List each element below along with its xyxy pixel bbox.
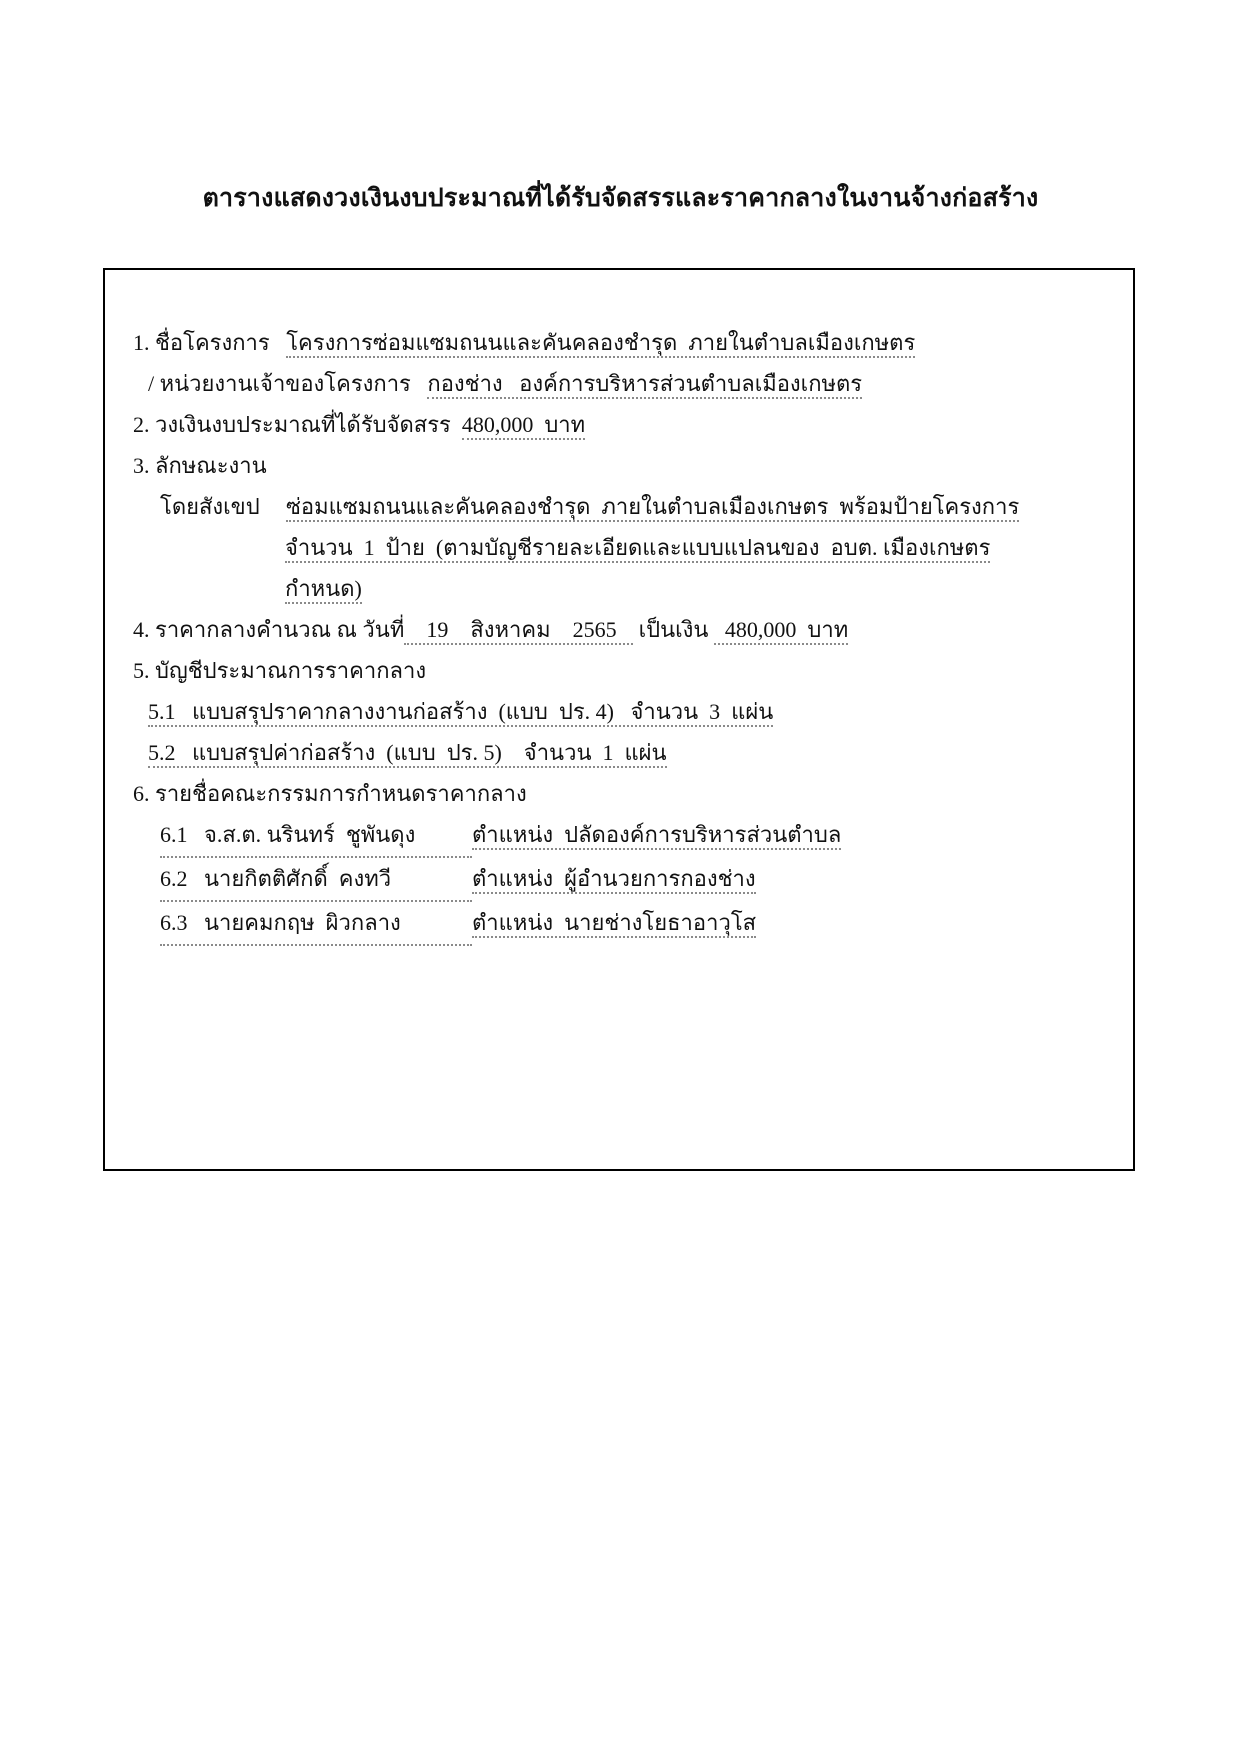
label-text: 5. บัญชีประมาณการราคากลาง — [133, 658, 427, 683]
filled-field-text: 6.2 นายกิตติศักดิ์ คงทวี — [160, 858, 472, 902]
filled-field-text: 480,000 บาท — [462, 412, 585, 440]
content-border-box — [103, 268, 1135, 1171]
label-text: 6. รายชื่อคณะกรรมการกำหนดราคากลาง — [133, 781, 527, 806]
filled-field-text: จำนวน 1 ป้าย (ตามบัญชีรายละเอียดและแบบแปลนของ อบต. เมืองเกษตร — [285, 535, 990, 563]
filled-field-text: 19 สิงหาคม 2565 — [404, 617, 633, 645]
document-line — [133, 363, 1109, 404]
document-line — [133, 650, 1109, 691]
filled-field-text: กองช่าง องค์การบริหารส่วนตำบลเมืองเกษตร — [427, 371, 862, 399]
document-line — [133, 404, 1109, 445]
document-line — [133, 609, 1109, 650]
filled-field-text: ตำแหน่ง ปลัดองค์การบริหารส่วนตำบล — [472, 822, 841, 850]
filled-field-text: กำหนด) — [285, 576, 362, 604]
document-line — [133, 814, 1109, 858]
document-line — [133, 902, 1109, 946]
document-line — [133, 773, 1109, 814]
document-line — [133, 691, 1109, 732]
filled-field-text: 6.1 จ.ส.ต. นรินทร์ ชูพันดุง — [160, 814, 472, 858]
filled-field-text: 5.2 แบบสรุปค่าก่อสร้าง (แบบ ปร. 5) จำนวน 1 แผ่น — [148, 740, 667, 768]
label-text: โดยสังเขป — [160, 494, 260, 519]
filled-field-text: 5.1 แบบสรุปราคากลางงานก่อสร้าง (แบบ ปร. 4) จำนวน 3 แผ่น — [148, 699, 773, 727]
document-line — [133, 445, 1109, 486]
label-text: 2. วงเงินงบประมาณที่ได้รับจัดสรร — [133, 412, 462, 437]
filled-field-text: 480,000 บาท — [714, 617, 848, 645]
label-text: / หน่วยงานเจ้าของโครงการ — [148, 371, 428, 396]
filled-field-text: โครงการซ่อมแซมถนนและคันคลองชำรุด ภายในตำบลเมืองเกษตร — [286, 330, 915, 358]
filled-field-text: 6.3 นายคมกฤษ ผิวกลาง — [160, 902, 472, 946]
filled-field-text: ตำแหน่ง นายช่างโยธาอาวุโส — [472, 910, 756, 938]
document-line — [133, 322, 1109, 363]
document-line — [133, 527, 1109, 568]
filled-field-text: ตำแหน่ง ผู้อำนวยการกองช่าง — [472, 866, 756, 894]
label-text: เป็นเงิน — [633, 617, 714, 642]
label-text: 3. ลักษณะงาน — [133, 453, 267, 478]
document-line — [133, 486, 1109, 527]
document-line — [133, 858, 1109, 902]
document-lines — [133, 322, 1109, 946]
label-text: 4. ราคากลางคำนวณ ณ วันที่ — [133, 617, 405, 642]
page-title: ตารางแสดงวงเงินงบประมาณที่ได้รับจัดสรรและราคากลางในงานจ้างก่อสร้าง — [202, 185, 1039, 212]
filled-field-text: ซ่อมแซมถนนและคันคลองชำรุด ภายในตำบลเมืองเกษตร พร้อมป้ายโครงการ — [286, 494, 1019, 522]
document-line — [133, 568, 1109, 609]
label-text: 1. ชื่อโครงการ — [133, 330, 287, 355]
document-line — [133, 732, 1109, 773]
